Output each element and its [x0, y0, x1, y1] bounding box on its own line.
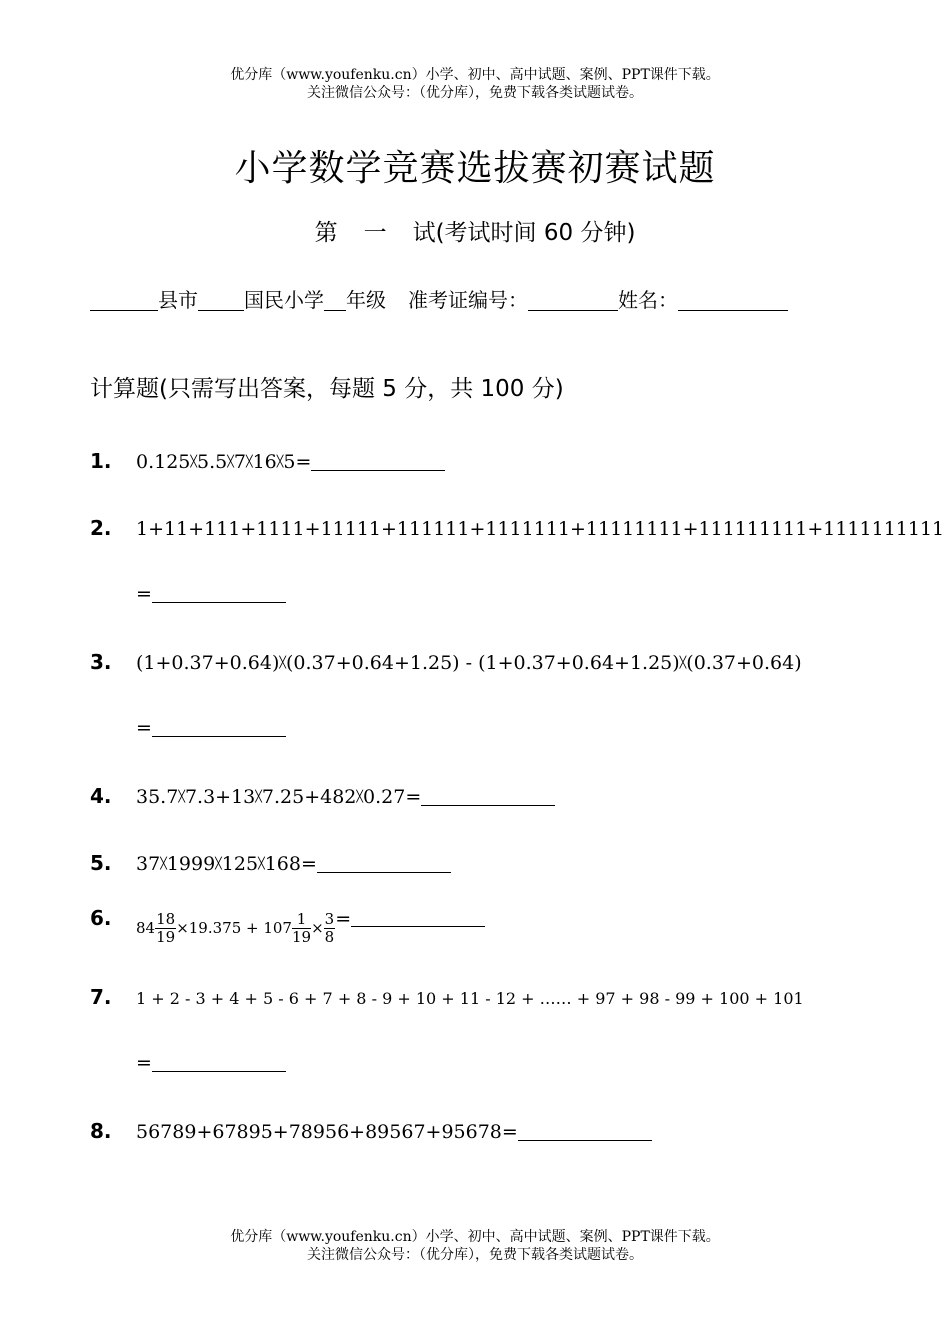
term: 5=: [283, 451, 312, 473]
question-number: 2.: [90, 516, 112, 540]
fraction: [292, 911, 311, 946]
term: 7.3+13: [184, 786, 256, 808]
header-line-2: 关注微信公众号：（优分库），免费下载各类试题试卷。: [307, 85, 643, 101]
times-icon: ╳: [160, 857, 167, 870]
expression-middle: ×19.375 + 107: [176, 919, 292, 937]
answer-blank[interactable]: [152, 1053, 286, 1072]
question-7: [90, 985, 804, 1009]
term: 5.5: [197, 451, 228, 473]
question-3: [90, 650, 802, 674]
numerator: 3: [324, 909, 335, 928]
question-number: 8.: [90, 1119, 112, 1143]
denominator: 8: [324, 927, 335, 946]
equals-sign: =: [136, 583, 152, 605]
term: 1999: [166, 853, 216, 875]
term: (0.37+0.64+1.25) - (1+0.37+0.64+1.25): [286, 652, 680, 674]
answer-blank[interactable]: [152, 584, 286, 603]
times-icon: ╳: [227, 455, 234, 468]
page-title: 小学数学竞赛选拔赛初赛试题: [234, 148, 716, 189]
page-footer: [0, 1228, 950, 1264]
numerator: 1: [292, 911, 311, 929]
term: 7.25+482: [261, 786, 357, 808]
term: (1+0.37+0.64): [136, 652, 280, 674]
subtitle-part-3: 试(考试时间 60 分钟): [412, 220, 636, 246]
times-icon: ╳: [190, 455, 198, 468]
answer-blank[interactable]: [317, 854, 451, 873]
term: 7: [233, 451, 246, 473]
page-header: [0, 66, 950, 102]
footer-line-2: 关注微信公众号：（优分库），免费下载各类试题试卷。: [307, 1247, 643, 1263]
term: 125: [221, 853, 259, 875]
denominator: 19: [156, 927, 176, 946]
answer-blank[interactable]: [421, 787, 555, 806]
times-icon: ╳: [215, 857, 222, 870]
term: 16: [252, 451, 277, 473]
fraction: [155, 911, 176, 946]
times-sign: ×: [311, 919, 324, 937]
exam-id-label: 准考证编号：: [408, 288, 528, 312]
question-number: 4.: [90, 784, 112, 808]
term: 35.7: [136, 786, 179, 808]
answer-blank[interactable]: [351, 908, 485, 927]
numerator: 18: [156, 909, 176, 928]
times-icon: ╳: [356, 790, 364, 803]
question-number: 5.: [90, 851, 112, 875]
question-2: [90, 516, 944, 540]
name-label: 姓名：: [618, 288, 678, 312]
school-label: 国民小学: [244, 288, 324, 312]
term: 168=: [264, 853, 317, 875]
term: (0.37+0.64): [686, 652, 802, 674]
fraction: [324, 911, 336, 946]
times-icon: ╳: [178, 790, 185, 803]
times-icon: ╳: [276, 455, 284, 468]
question-number: 7.: [90, 985, 112, 1009]
subtitle-part-1: 第: [314, 220, 338, 246]
name-blank[interactable]: [678, 290, 788, 311]
header-line-1: 优分库（www.youfenku.cn）小学、初中、高中试题、案例、PPT课件下载。: [230, 67, 720, 83]
term: 0.27=: [363, 786, 422, 808]
times-icon: ╳: [279, 656, 286, 669]
times-icon: ╳: [679, 656, 687, 669]
equals-sign: =: [136, 1052, 152, 1074]
question-number: 6.: [90, 906, 112, 930]
grade-label: 年级: [346, 288, 386, 312]
question-number: 3.: [90, 650, 112, 674]
question-7-answer: [136, 1052, 286, 1074]
subtitle-part-2: 一: [363, 220, 387, 246]
question-6: [90, 906, 485, 946]
question-1: [90, 449, 445, 473]
question-3-answer: [136, 717, 286, 739]
question-2-answer: [136, 583, 286, 605]
question-5: [90, 851, 451, 875]
school-blank[interactable]: [198, 290, 244, 311]
whole-number: 84: [136, 919, 156, 937]
answer-blank[interactable]: [518, 1122, 652, 1141]
question-4: [90, 784, 555, 808]
equals-sign: =: [335, 908, 352, 930]
county-blank[interactable]: [90, 290, 158, 311]
student-info-row: [90, 284, 850, 313]
times-icon: ╳: [255, 790, 262, 803]
answer-blank[interactable]: [152, 718, 286, 737]
footer-line-1: 优分库（www.youfenku.cn）小学、初中、高中试题、案例、PPT课件下载。: [230, 1229, 720, 1245]
expression: 1 + 2 - 3 + 4 + 5 - 6 + 7 + 8 - 9 + 10 + 11 - 12 + …… + 97 + 98 - 99 + 100 + 101: [136, 989, 804, 1008]
question-8: [90, 1119, 652, 1143]
exam-id-blank[interactable]: [528, 290, 618, 311]
term: 37: [136, 853, 161, 875]
grade-blank[interactable]: [324, 290, 346, 311]
answer-blank[interactable]: [311, 452, 445, 471]
county-label: 县市: [158, 288, 198, 312]
times-icon: ╳: [258, 857, 265, 870]
expression: 56789+67895+78956+89567+95678=: [136, 1121, 518, 1143]
times-icon: ╳: [245, 455, 253, 468]
denominator: 19: [291, 927, 312, 946]
term: 0.125: [136, 451, 191, 473]
section-title: 计算题(只需写出答案，每题 5 分，共 100 分): [90, 376, 564, 402]
expression: 1+11+111+1111+11111+111111+1111111+11111111+111111111+1111111111: [136, 518, 945, 540]
exam-subtitle: [0, 214, 950, 247]
equals-sign: =: [136, 717, 152, 739]
question-number: 1.: [90, 449, 112, 473]
